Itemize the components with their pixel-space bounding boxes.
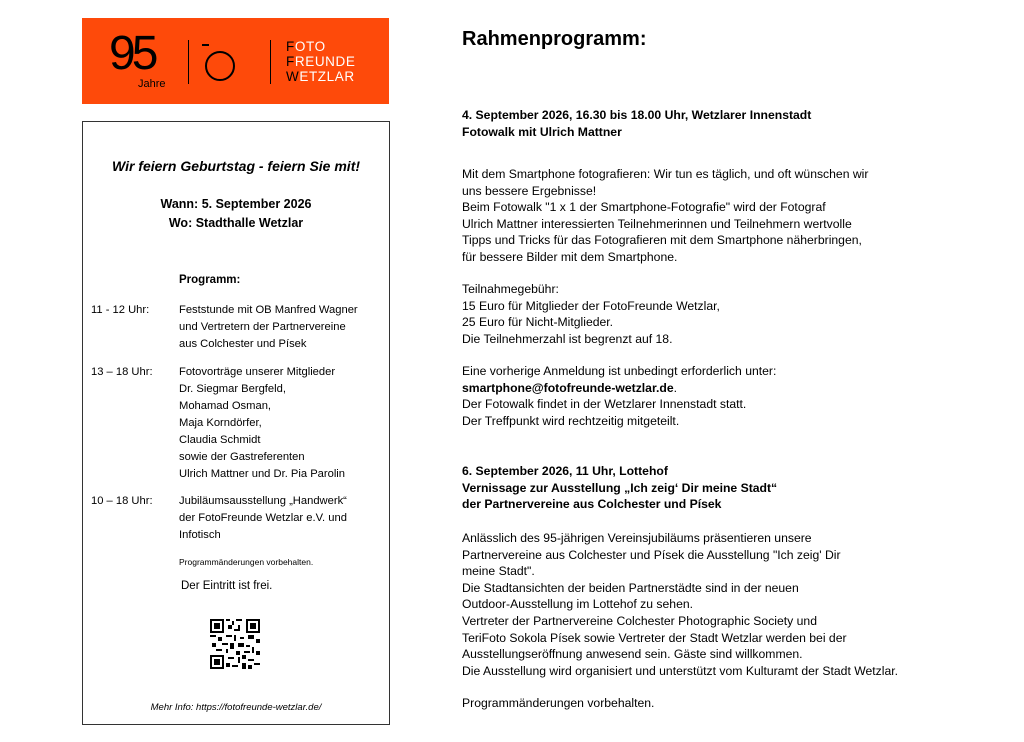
event1-fee: Teilnahmegebühr: 15 Euro für Mitglieder der FotoFreunde Wetzlar, 25 Euro für Nicht-Mitglieder. Die Teilnehmerzahl ist begrenzt auf 18.: [462, 282, 720, 346]
event-date: Wann: 5. September 2026: [160, 197, 312, 211]
more-info-link[interactable]: Mehr Info: https://fotofreunde-wetzlar.de/: [150, 702, 322, 713]
logo-brand-line: WETZLAR: [286, 69, 355, 84]
logo-divider: [188, 40, 189, 84]
event1-registration: Eine vorherige Anmeldung ist unbedingt erforderlich unter: smartphone@fotofreunde-wetzlar.de. Der Fotowalk findet in der Wetzlarer Innenstadt statt. Der Treffpunkt wird rechtzeitig mitgeteilt.: [462, 364, 777, 428]
event1-intro: Mit dem Smartphone fotografieren: Wir tun es täglich, und oft wünschen wir uns bessere Ergebnisse! Beim Fotowalk "1 x 1 der Smartphone-Fotografie" wird der Fotograf Ulrich Mattner interessierten Teilnehmerinnen und Teilnehmern wertvolle Tipps und Tricks für das Fotografieren mit dem Smartphone näherbringen, für bessere Bilder mit dem Smartphone.: [462, 167, 869, 264]
camera-lens-icon: [200, 44, 240, 82]
flyer-box: [82, 121, 390, 725]
qr-code-icon: [210, 619, 260, 669]
logo-brand-line: FREUNDE: [286, 54, 356, 69]
logo-number: 95: [109, 27, 155, 80]
program-description: Feststunde mit OB Manfred Wagner und Vertretern der Partnervereine aus Colchester und Písek: [179, 304, 358, 350]
event2-heading: 6. September 2026, 11 Uhr, Lottehof Vernissage zur Ausstellung „Ich zeig‘ Dir meine Stadt“ der Partnervereine aus Colchester und Písek: [462, 464, 778, 512]
program-time: 11 - 12 Uhr:: [91, 304, 150, 316]
logo-brand-line: FOTO: [286, 39, 326, 54]
program-time: 13 – 18 Uhr:: [91, 366, 153, 378]
program-description: Jubiläumsausstellung „Handwerk“ der FotoFreunde Wetzlar e.V. und Infotisch: [179, 495, 347, 541]
logo-divider: [270, 40, 271, 84]
logo-jahre: Jahre: [138, 78, 166, 90]
program-description: Fotovorträge unserer Mitglieder Dr. Siegmar Bergfeld, Mohamad Osman, Maja Korndörfer, Claudia Schmidt sowie der Gastreferenten Ulrich Mattner und Dr. Pia Parolin: [179, 366, 346, 480]
registration-email[interactable]: smartphone@fotofreunde-wetzlar.de: [462, 380, 674, 395]
flyer-headline: Wir feiern Geburtstag - feiern Sie mit!: [111, 158, 361, 174]
closing-note: Programmänderungen vorbehalten.: [462, 696, 655, 710]
changes-note: Programmänderungen vorbehalten.: [179, 557, 314, 567]
logo-brand-text: [286, 39, 355, 84]
event1-heading: 4. September 2026, 16.30 bis 18.00 Uhr, Wetzlarer Innenstadt Fotowalk mit Ulrich Mattner: [462, 108, 812, 139]
entry-note: Der Eintritt ist frei.: [181, 580, 273, 592]
program-title: Programm:: [179, 274, 241, 286]
event-location: Wo: Stadthalle Wetzlar: [168, 216, 304, 230]
logo-banner: [82, 18, 389, 104]
event2-body: Anlässlich des 95-jährigen Vereinsjubiläums präsentieren unsere Partnervereine aus Colchester und Písek die Ausstellung "Ich zeig' Dir meine Stadt". Die Stadtansichten der beiden Partnerstädte sind in der neuen Outdoor-Ausstellung im Lottehof zu sehen. Vertreter der Partnervereine Colchester Photographic Society und TeriFoto Sokola Písek sowie Vertreter der Stadt Wetzlar werden bei der Ausstellungseröffnung anwesend sein. Gäste sind willkommen. Die Ausstellung wird organisiert und unterstützt vom Kulturamt der Stadt Wetzlar.: [462, 531, 899, 678]
page-title: Rahmenprogramm:: [462, 28, 647, 50]
program-time: 10 – 18 Uhr:: [91, 495, 153, 507]
